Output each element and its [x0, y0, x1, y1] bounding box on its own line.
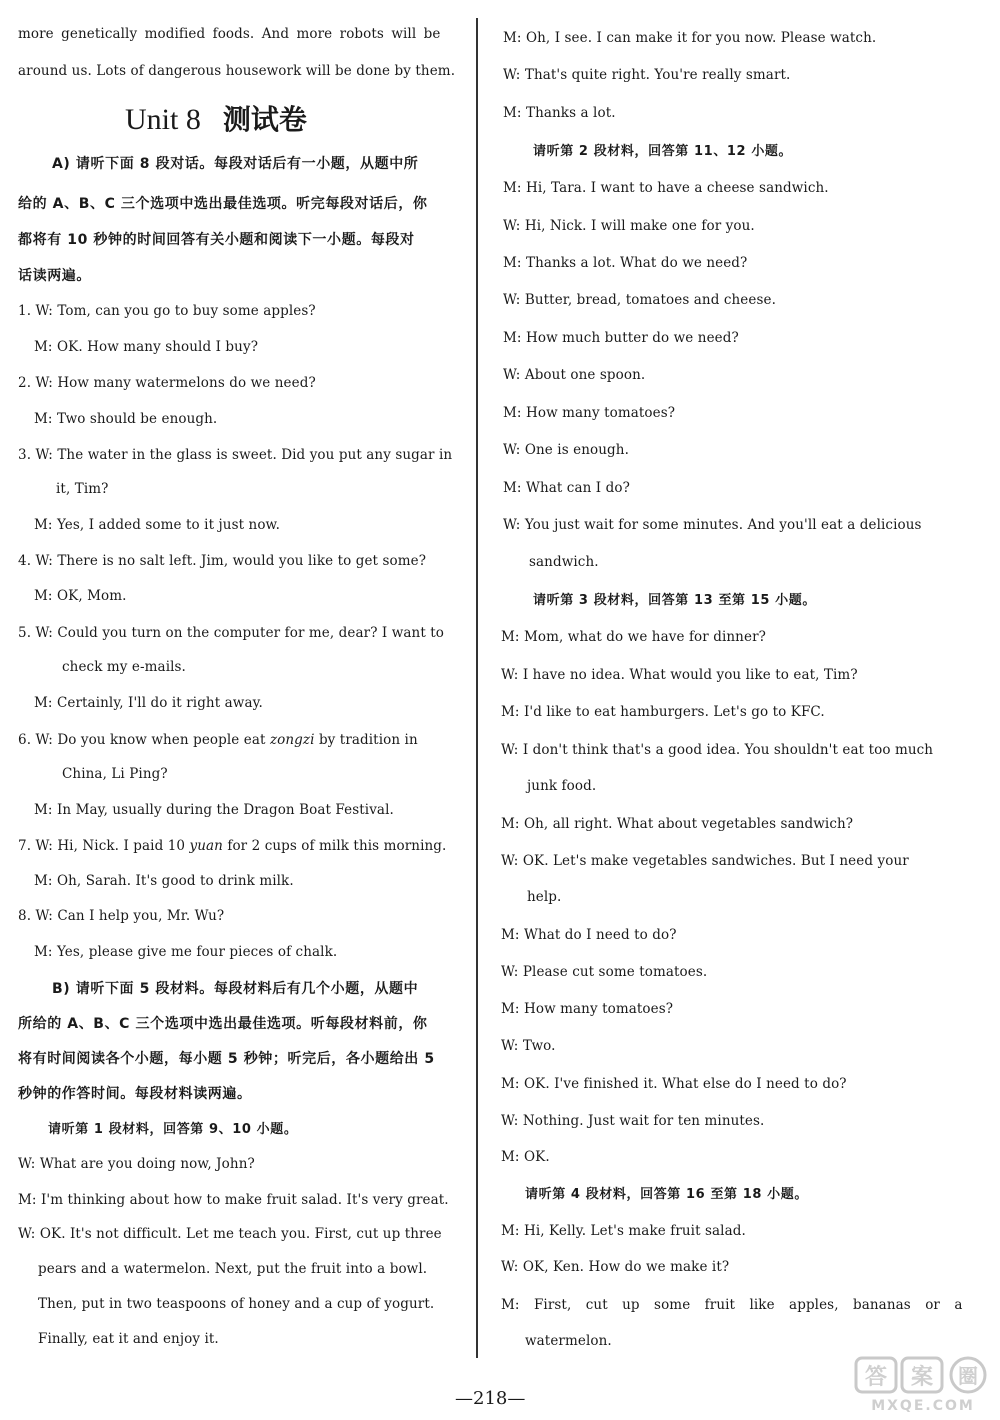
dialogue-line: M: OK. How many should I buy? — [34, 339, 259, 355]
dialogue-line: W: About one spoon. — [503, 367, 646, 383]
dialogue-line: W: Two. — [501, 1038, 556, 1054]
dialogue-line: 6. W: Do you know when people eat zongzi by tradition in — [18, 732, 418, 748]
dialogue-line: Finally, eat it and enjoy it. — [38, 1331, 219, 1347]
dialogue-line: M: How much butter do we need? — [503, 330, 739, 346]
text-line: around us. Lots of dangerous housework will be done by them. — [18, 63, 456, 79]
dialogue-line: M: In May, usually during the Dragon Boat Festival. — [34, 802, 394, 818]
dialogue-line: China, Li Ping? — [62, 766, 168, 782]
dialogue-line: M: Two should be enough. — [34, 411, 218, 427]
dialogue-line: M: Oh, I see. I can make it for you now. Please watch. — [503, 30, 877, 46]
dialogue-line: W: Hi, Nick. I will make one for you. — [503, 218, 755, 234]
dialogue-line: M: What do I need to do? — [501, 927, 677, 943]
dialogue-line: help. — [527, 889, 562, 905]
dialogue-line: 3. W: The water in the glass is sweet. Did you put any sugar in — [18, 447, 453, 463]
dialogue-line: M: Mom, what do we have for dinner? — [501, 629, 766, 645]
dialogue-line: W: You just wait for some minutes. And you'll eat a delicious — [503, 517, 922, 533]
page-title — [125, 100, 307, 140]
column-divider — [476, 18, 478, 1358]
dialogue-line: M: Oh, Sarah. It's good to drink milk. — [34, 873, 294, 889]
dialogue-line: junk food. — [527, 778, 597, 794]
dialogue-line: Then, put in two teaspoons of honey and a cup of yogurt. — [38, 1296, 435, 1312]
svg-text:MXQE.COM: MXQE.COM — [871, 1398, 975, 1414]
section-a-instruction: 都将有 10 秒钟的时间回答有关小题和阅读下一小题。每段对 — [18, 232, 415, 248]
dialogue-line: W: What are you doing now, John? — [18, 1156, 255, 1172]
dialogue-line: M: OK. I've finished it. What else do I need to do? — [501, 1076, 847, 1092]
svg-text:答: 答 — [864, 1365, 888, 1390]
material-heading: 请听第 2 段材料，回答第 11、12 小题。 — [533, 144, 793, 159]
section-b-instruction: 将有时间阅读各个小题，每小题 5 秒钟；听完后，各小题给出 5 — [18, 1051, 435, 1067]
text-line: more genetically modified foods. And more robots will be — [18, 26, 441, 42]
dialogue-line: W: Nothing. Just wait for ten minutes. — [501, 1113, 765, 1129]
dialogue-line: 4. W: There is no salt left. Jim, would you like to get some? — [18, 553, 427, 569]
section-b-instruction: 秒钟的作答时间。每段材料读两遍。 — [18, 1086, 252, 1102]
dialogue-line: M: Yes, please give me four pieces of chalk. — [34, 944, 338, 960]
dialogue-line: M: Thanks a lot. — [503, 105, 616, 121]
dialogue-line: W: That's quite right. You're really smart. — [503, 67, 791, 83]
section-b-instruction: 所给的 A、B、C 三个选项中选出最佳选项。听每段材料前，你 — [18, 1016, 428, 1032]
dialogue-line: M: How many tomatoes? — [501, 1001, 674, 1017]
dialogue-line: 1. W: Tom, can you go to buy some apples? — [18, 303, 316, 319]
page-number: —218— — [455, 1388, 526, 1409]
dialogue-line: M: Hi, Kelly. Let's make fruit salad. — [501, 1223, 746, 1239]
dialogue-line: M: Certainly, I'll do it right away. — [34, 695, 263, 711]
dialogue-line: check my e-mails. — [62, 659, 186, 675]
section-a-instruction: 给的 A、B、C 三个选项中选出最佳选项。听完每段对话后，你 — [18, 196, 428, 212]
svg-text:案: 案 — [910, 1365, 934, 1390]
dialogue-line: M: What can I do? — [503, 480, 630, 496]
section-b-instruction: B) 请听下面 5 段材料。每段材料后有几个小题，从题中 — [52, 981, 419, 997]
dialogue-line: M: OK. — [501, 1149, 550, 1165]
title-unit: Unit 8 — [125, 103, 201, 136]
dialogue-line: 5. W: Could you turn on the computer for me, dear? I want to — [18, 625, 445, 641]
svg-text:圈: 圈 — [958, 1364, 978, 1388]
dialogue-line: 7. W: Hi, Nick. I paid 10 yuan for 2 cups of milk this morning. — [18, 838, 447, 854]
material-heading: 请听第 1 段材料，回答第 9、10 小题。 — [48, 1122, 298, 1137]
dialogue-line: W: OK. It's not difficult. Let me teach you. First, cut up three — [18, 1226, 442, 1242]
dialogue-line: M: First, cut up some fruit like apples, bananas or a — [501, 1297, 963, 1313]
dialogue-line: M: Thanks a lot. What do we need? — [503, 255, 748, 271]
material-heading: 请听第 4 段材料，回答第 16 至第 18 小题。 — [525, 1187, 808, 1202]
dialogue-line: W: OK, Ken. How do we make it? — [501, 1259, 730, 1275]
dialogue-line: M: Yes, I added some to it just now. — [34, 517, 280, 533]
dialogue-line: watermelon. — [525, 1333, 612, 1349]
dialogue-line: W: One is enough. — [503, 442, 629, 458]
dialogue-line: M: I'm thinking about how to make fruit salad. It's very great. — [18, 1192, 449, 1208]
dialogue-line: sandwich. — [529, 554, 599, 570]
dialogue-line: it, Tim? — [56, 481, 109, 497]
watermark-icon — [854, 1356, 992, 1414]
dialogue-line: W: OK. Let's make vegetables sandwiches. But I need your — [501, 853, 909, 869]
dialogue-line: W: I don't think that's a good idea. You shouldn't eat too much — [501, 742, 934, 758]
dialogue-line: M: OK, Mom. — [34, 588, 127, 604]
dialogue-line: W: Please cut some tomatoes. — [501, 964, 708, 980]
section-a-instruction: A) 请听下面 8 段对话。每段对话后有一小题，从题中所 — [52, 156, 419, 172]
watermark-logo — [854, 1356, 992, 1414]
dialogue-line: W: I have no idea. What would you like to eat, Tim? — [501, 667, 858, 683]
dialogue-line: M: Hi, Tara. I want to have a cheese sandwich. — [503, 180, 829, 196]
dialogue-line: pears and a watermelon. Next, put the fruit into a bowl. — [38, 1261, 428, 1277]
dialogue-line: M: How many tomatoes? — [503, 405, 676, 421]
dialogue-line: W: Butter, bread, tomatoes and cheese. — [503, 292, 776, 308]
dialogue-line: 8. W: Can I help you, Mr. Wu? — [18, 908, 225, 924]
dialogue-line: M: Oh, all right. What about vegetables sandwich? — [501, 816, 854, 832]
title-zh: 测试卷 — [222, 103, 307, 136]
section-a-instruction: 话读两遍。 — [18, 268, 91, 284]
material-heading: 请听第 3 段材料，回答第 13 至第 15 小题。 — [533, 593, 816, 608]
dialogue-line: M: I'd like to eat hamburgers. Let's go to KFC. — [501, 704, 825, 720]
dialogue-line: 2. W: How many watermelons do we need? — [18, 375, 316, 391]
